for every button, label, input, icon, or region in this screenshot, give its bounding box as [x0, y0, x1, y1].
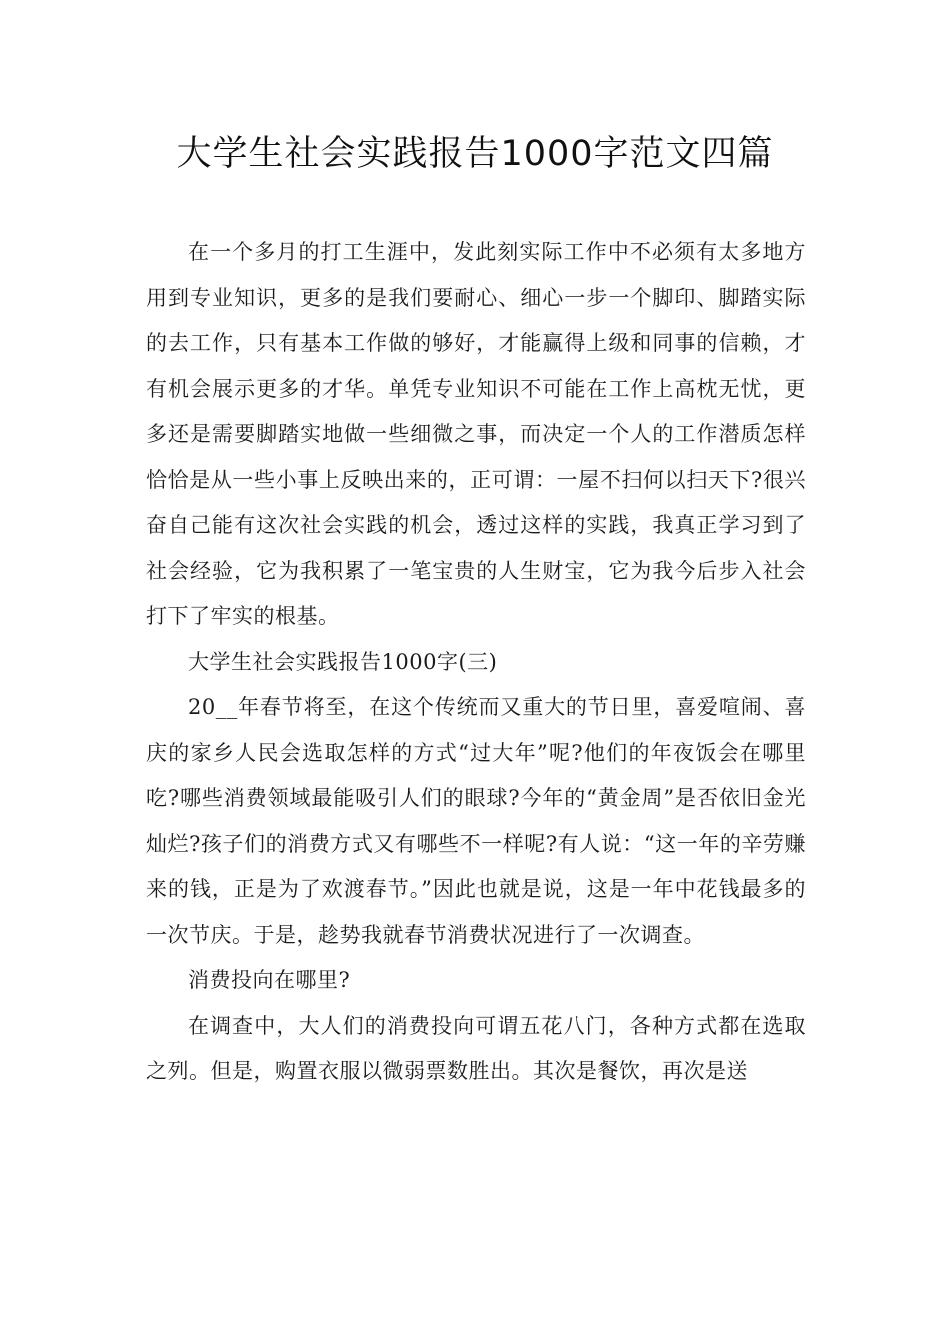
section-heading: 大学生社会实践报告1000字(三): [188, 649, 498, 674]
paragraph-spring-festival: 20__年春节将至，在这个传统而又重大的节日里，喜爱喧闹、喜庆的家乡人民会选取怎样的方式“过大年”呢?他们的年夜饭会在哪里吃?哪些消费领域最能吸引人们的眼球?今年的“黄金周”是否依旧金光灿烂?孩子们的消费方式又有哪些不一样呢?有人说：“这一年的辛劳赚来的钱，正是为了欢渡春节。”因此也就是说，这是一年中花钱最多的一次节庆。于是，趁势我就春节消费状况进行了一次调查。: [146, 695, 806, 947]
paragraph-intro: 在一个多月的打工生涯中，发此刻实际工作中不必须有太多地方用到专业知识，更多的是我们要耐心、细心一步一个脚印、脚踏实际的去工作，只有基本工作做的够好，才能赢得上级和同事的信赖，才有机会展示更多的才华。单凭专业知识不可能在工作上高枕无忧，更多还是需要脚踏实地做一些细微之事，而决定一个人的工作潜质怎样恰恰是从一些小事上反映出来的，正可谓：一屋不扫何以扫天下?很兴奋自己能有这次社会实践的机会，透过这样的实践，我真正学习到了社会经验，它为我积累了一笔宝贵的人生财宝，它为我今后步入社会打下了牢实的根基。: [146, 240, 806, 628]
document-title: 大学生社会实践报告1000字范文四篇: [176, 134, 774, 174]
paragraph-survey: 在调查中，大人们的消费投向可谓五花八门，各种方式都在选取之列。但是，购置衣服以微弱票数胜出。其次是餐饮，再次是送: [146, 1013, 806, 1083]
subsection-heading: 消费投向在哪里?: [188, 968, 351, 992]
document-body: [146, 230, 806, 1095]
